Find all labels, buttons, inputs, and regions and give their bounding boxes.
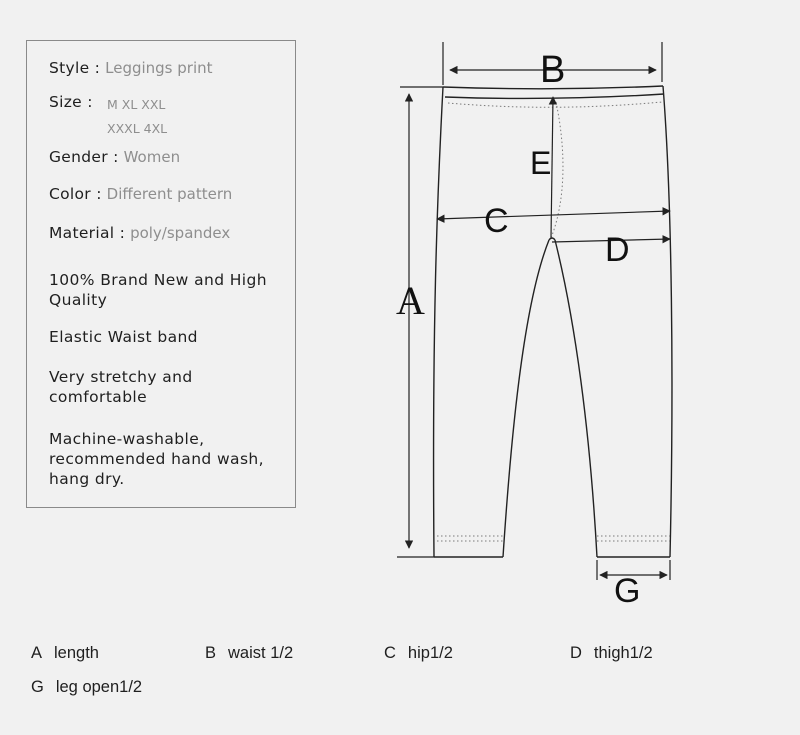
legend-text-c: hip1/2 <box>407 644 453 662</box>
feature-waistband: Elastic Waist band <box>49 328 198 346</box>
legend-item-d <box>570 644 653 663</box>
label-c: C <box>484 202 509 240</box>
legend-text-a: length <box>54 644 99 662</box>
legend-letter-b: B <box>205 644 217 662</box>
crotch-curve <box>549 238 555 240</box>
style-label: Style : <box>49 59 101 77</box>
legend-text-g: leg open1/2 <box>55 678 143 696</box>
measurement-letters <box>396 49 640 610</box>
legend-letter-a: A <box>31 644 43 662</box>
waistband-bottom <box>445 94 664 98</box>
legend-text-b: waist 1/2 <box>228 644 294 662</box>
size-label: Size : <box>49 93 93 111</box>
stitch-lines <box>437 102 670 541</box>
color-value: Different pattern <box>106 185 233 203</box>
left-leg-outer <box>434 87 443 557</box>
right-leg-inner <box>555 240 597 557</box>
legend-letter-d: D <box>570 644 582 662</box>
gender-label: Gender : <box>49 148 119 166</box>
left-leg-inner <box>503 240 549 557</box>
material-label: Material : <box>49 224 126 242</box>
feature-care: Machine-washable, recommended hand wash, hang dry. <box>49 430 264 488</box>
label-a: A <box>396 278 425 323</box>
legend-item-b <box>205 644 293 663</box>
label-d: D <box>605 231 630 269</box>
feature-stretch: Very stretchy and comfortable <box>49 368 193 406</box>
legend-item-a <box>31 644 99 663</box>
legend-letter-g: G <box>31 678 44 696</box>
measurement-guides <box>397 42 670 580</box>
label-b: B <box>540 49 566 91</box>
leggings-outline <box>434 86 672 557</box>
material-value: poly/spandex <box>130 224 231 242</box>
feature-quality: 100% Brand New and High Quality <box>49 271 267 309</box>
color-label: Color : <box>49 185 102 203</box>
legend-text-d: thigh1/2 <box>593 644 653 662</box>
size-values-line1: M XL XXL <box>107 97 166 112</box>
legend-letter-c: C <box>384 644 396 662</box>
right-leg-outer <box>663 86 672 557</box>
legend-item-c <box>384 644 453 663</box>
style-value: Leggings print <box>105 59 213 77</box>
label-g: G <box>614 572 641 610</box>
legend-item-g <box>31 678 142 697</box>
label-e: E <box>530 145 552 181</box>
gender-value: Women <box>123 148 181 166</box>
size-values-line2: XXXL 4XL <box>107 121 168 136</box>
hip-arrow <box>437 211 670 219</box>
waist-stitch <box>448 102 662 107</box>
